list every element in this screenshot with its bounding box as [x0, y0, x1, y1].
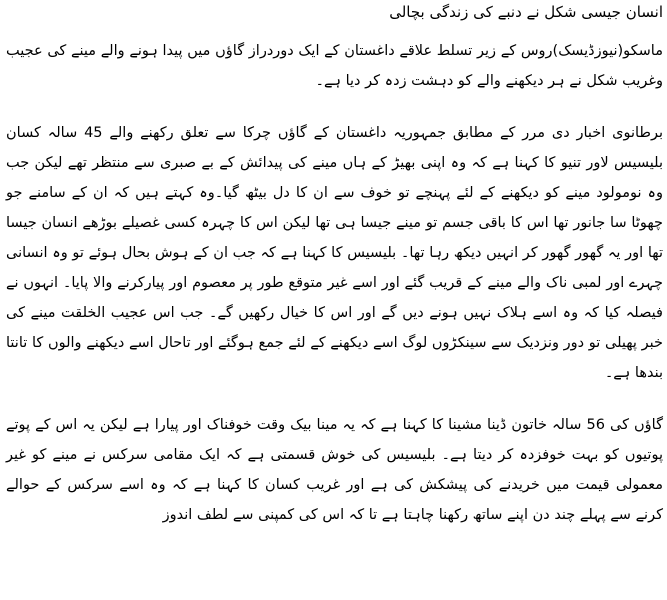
article-paragraph-closing: گاؤں کی 56 سالہ خاتون ڈینا مشینا کا کہنا ہے کہ یہ مینا بیک وقت خوفناک اور پیارا ہے لیکن یہ اس کے پوتے پوتیوں کو بہت خوفزدہ کر دیتا ہے۔ بلیسیس کی خوش قسمتی ہے کہ ایک مقامی سرکس نے مینے کو غیر معمولی قیمت میں خریدنے کی پیشکش کی ہے اور غریب کسان کا کہنا ہے کہ وہ اسے سرکس کے حوالے کرنے سے پہلے چند دن اپنے ساتھ رکھنا چاہتا ہے تا کہ اس کی کمپنی سے لطف اندوز [6, 417, 663, 523]
article-paragraph-body: برطانوی اخبار دی مرر کے مطابق جمہوریہ داغستان کے گاؤں چرکا سے تعلق رکھنے والے 45 سالہ کسان بلیسیس لاور تنیو کا کہنا ہے کہ وہ اپنی بھیڑ کے ہاں مینے کی پیدائش کے بے صبری سے منتظر تھے لیکن جب وہ نومولود مینے کو دیکھنے کے لئے پہنچے تو خوف سے ان کا دل بیٹھ گیا۔وہ کہتے ہیں کہ ان کے سامنے جو چھوٹا سا جانور تھا اس کا باقی جسم تو مینے جیسا ہی تھا لیکن اس کا چہرہ کسی غصیلے بوڑھے انسان جیسا تھا اور یہ گھور گھور کر انہیں دیکھ رہا تھا۔ بلیسیس کا کہنا ہے کہ جب ان کے ہوش بحال ہوئے تو وہ انسانی چہرے اور لمبی ناک والے مینے کے قریب گئے اور اسے غیر متوقع طور پر معصوم اور پیارکرنے والا پایا۔ انہوں نے فیصلہ کیا کہ وہ اسے ہلاک نہیں ہونے دیں گے اور اس کا خیال رکھیں گے۔ جب اس عجیب الخلقت مینے کی خبر پھیلی تو دور ونزدیک سے سینکڑوں لوگ اسے دیکھنے کے لئے جمع ہوگئے اور تاحال اسے دیکھنے والوں کا تانتا بندھا ہے۔ [6, 125, 663, 381]
article-paragraph-intro: ماسکو(نیوزڈیسک)روس کے زیر تسلط علاقے داغستان کے ایک دوردراز گاؤں میں پیدا ہونے والے مینے کی عجیب وغریب شکل نے ہر دیکھنے والے کو دہشت زدہ کر دیا ہے۔ [6, 43, 663, 89]
article-headline: انسان جیسی شکل نے دنبے کی زندگی بچالی [389, 3, 663, 21]
